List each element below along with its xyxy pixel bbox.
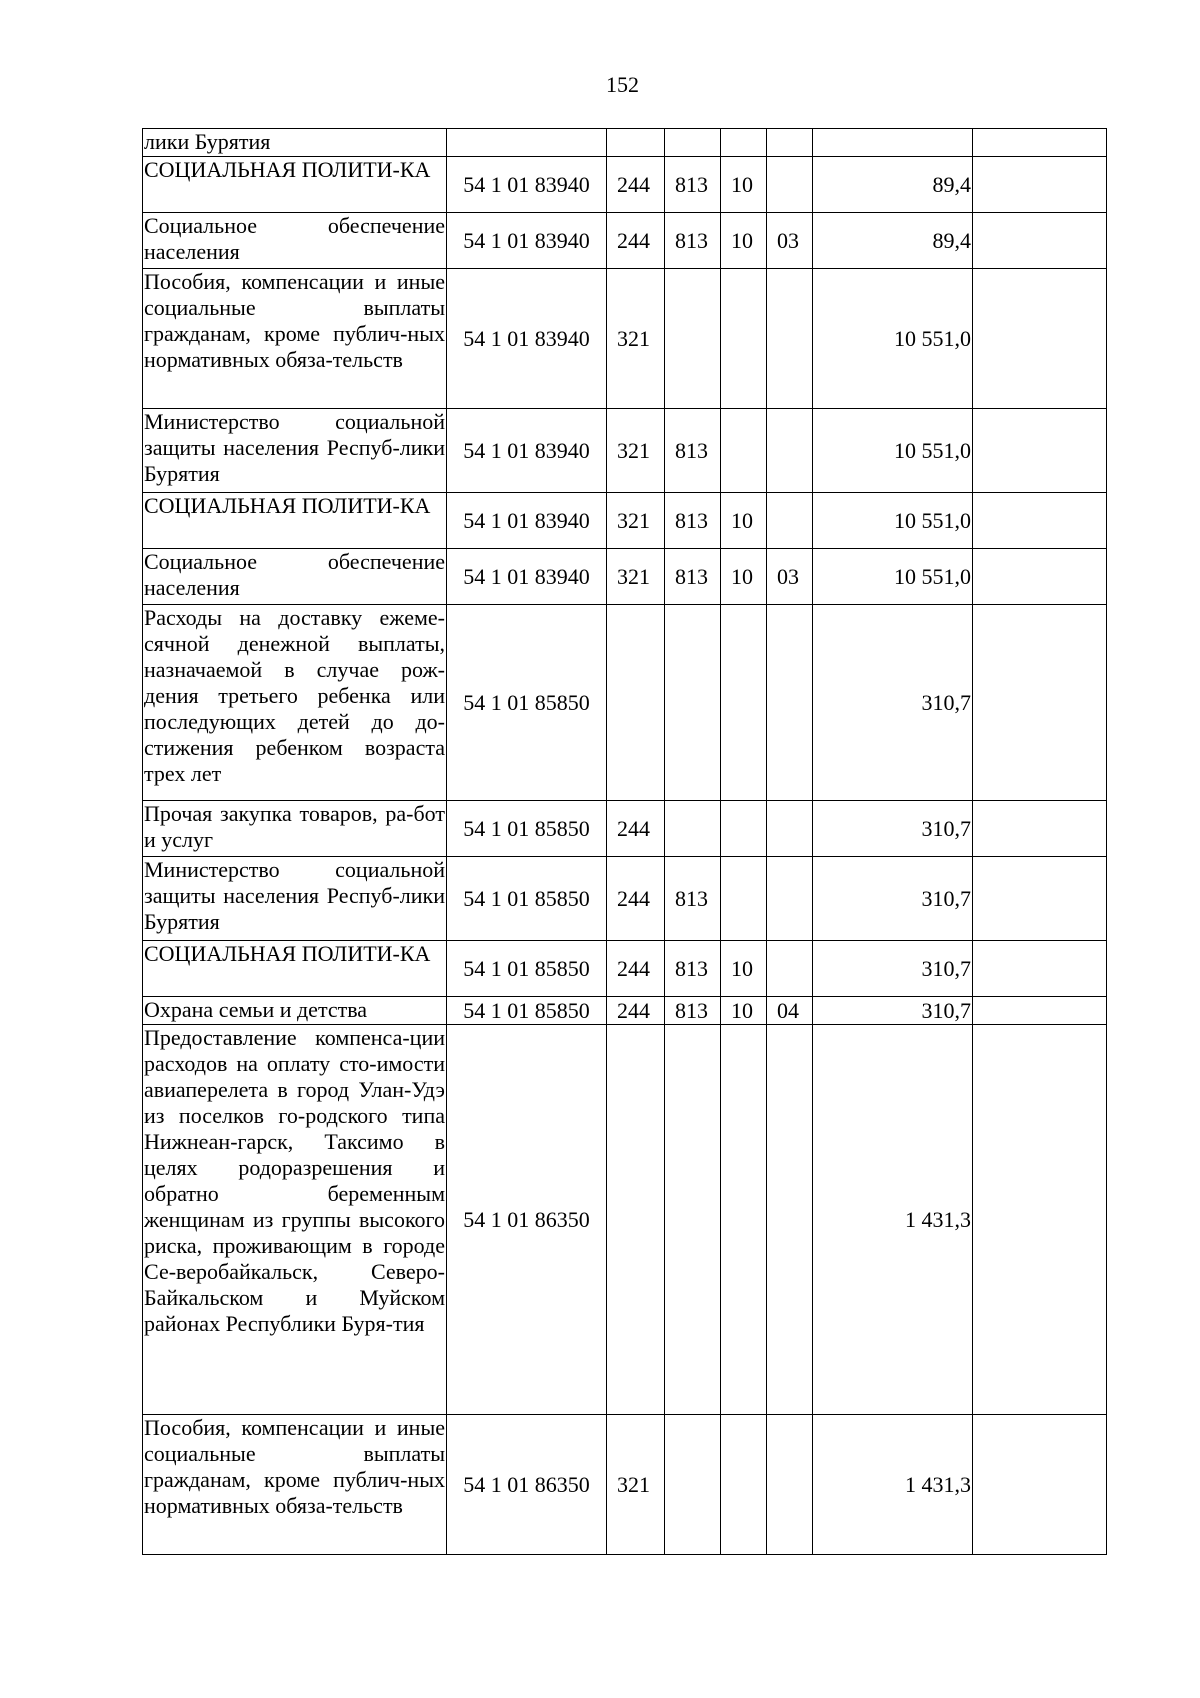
row-expense-type: 244 bbox=[607, 213, 665, 269]
table-row bbox=[143, 1025, 1107, 1415]
row-subsection: 04 bbox=[767, 997, 813, 1025]
row-extra bbox=[973, 213, 1107, 269]
row-target-code: 54 1 01 85850 bbox=[447, 997, 607, 1025]
row-name: Предоставление компенса-ции расходов на оплату сто-имости авиаперелета в город Улан-Удэ из поселков го-родского типа Нижнеан-гарск, Таксимо в целях родоразрешения и обратно беременным женщинам из группы высокого риска, проживающим в городе Се-веробайкальск, Северо-Байкальском и Муйском районах Республики Буря-тия bbox=[143, 1025, 447, 1415]
row-target-code bbox=[447, 129, 607, 157]
row-section bbox=[721, 857, 767, 941]
row-section bbox=[721, 129, 767, 157]
row-name: Расходы на доставку ежеме-сячной денежной выплаты, назначаемой в случае рож-дения третьего ребенка или последующих детей до до-стижения ребенком возраста трех лет bbox=[143, 605, 447, 801]
row-name: Социальное обеспечение населения bbox=[143, 549, 447, 605]
row-extra bbox=[973, 129, 1107, 157]
row-target-code: 54 1 01 85850 bbox=[447, 941, 607, 997]
row-expense-type: 321 bbox=[607, 409, 665, 493]
row-extra bbox=[973, 801, 1107, 857]
row-name: СОЦИАЛЬНАЯ ПОЛИТИ-КА bbox=[143, 157, 447, 213]
row-extra bbox=[973, 409, 1107, 493]
row-expense-type: 321 bbox=[607, 493, 665, 549]
row-expense-type: 321 bbox=[607, 549, 665, 605]
row-extra bbox=[973, 997, 1107, 1025]
row-section: 10 bbox=[721, 213, 767, 269]
table-row bbox=[143, 801, 1107, 857]
row-expense-type: 244 bbox=[607, 997, 665, 1025]
row-target-code: 54 1 01 83940 bbox=[447, 213, 607, 269]
row-extra bbox=[973, 1415, 1107, 1555]
row-expense-type: 321 bbox=[607, 1415, 665, 1555]
row-amount: 10 551,0 bbox=[813, 493, 973, 549]
row-extra bbox=[973, 157, 1107, 213]
row-extra bbox=[973, 857, 1107, 941]
row-amount: 89,4 bbox=[813, 157, 973, 213]
row-department: 813 bbox=[665, 213, 721, 269]
row-department bbox=[665, 129, 721, 157]
row-expense-type: 321 bbox=[607, 269, 665, 409]
row-expense-type: 244 bbox=[607, 157, 665, 213]
row-department: 813 bbox=[665, 493, 721, 549]
table-row bbox=[143, 605, 1107, 801]
row-target-code: 54 1 01 86350 bbox=[447, 1415, 607, 1555]
row-section: 10 bbox=[721, 157, 767, 213]
row-department: 813 bbox=[665, 409, 721, 493]
row-name: Прочая закупка товаров, ра-бот и услуг bbox=[143, 801, 447, 857]
row-section: 10 bbox=[721, 549, 767, 605]
row-department bbox=[665, 801, 721, 857]
row-expense-type: 244 bbox=[607, 941, 665, 997]
row-extra bbox=[973, 549, 1107, 605]
row-name: Министерство социальной защиты населения Респуб-лики Бурятия bbox=[143, 409, 447, 493]
row-subsection bbox=[767, 409, 813, 493]
row-expense-type bbox=[607, 129, 665, 157]
row-subsection bbox=[767, 801, 813, 857]
row-amount: 10 551,0 bbox=[813, 409, 973, 493]
table-row bbox=[143, 493, 1107, 549]
table-row bbox=[143, 941, 1107, 997]
row-amount: 89,4 bbox=[813, 213, 973, 269]
row-department: 813 bbox=[665, 549, 721, 605]
table-row bbox=[143, 1415, 1107, 1555]
row-department: 813 bbox=[665, 997, 721, 1025]
row-target-code: 54 1 01 83940 bbox=[447, 409, 607, 493]
row-subsection bbox=[767, 269, 813, 409]
table-row bbox=[143, 157, 1107, 213]
row-section: 10 bbox=[721, 941, 767, 997]
page-number: 152 bbox=[606, 72, 639, 97]
row-amount: 10 551,0 bbox=[813, 549, 973, 605]
row-name: Министерство социальной защиты населения Респуб-лики Бурятия bbox=[143, 857, 447, 941]
row-amount: 10 551,0 bbox=[813, 269, 973, 409]
row-name: Пособия, компенсации и иные социальные выплаты гражданам, кроме публич-ных нормативных обяза-тельств bbox=[143, 1415, 447, 1555]
row-name: Социальное обеспечение населения bbox=[143, 213, 447, 269]
table-row bbox=[143, 129, 1107, 157]
row-department: 813 bbox=[665, 857, 721, 941]
row-amount: 310,7 bbox=[813, 857, 973, 941]
budget-table bbox=[142, 128, 1107, 1555]
row-target-code: 54 1 01 85850 bbox=[447, 801, 607, 857]
row-name: лики Бурятия bbox=[143, 129, 447, 157]
row-extra bbox=[973, 941, 1107, 997]
row-amount: 310,7 bbox=[813, 997, 973, 1025]
row-department: 813 bbox=[665, 157, 721, 213]
table-row bbox=[143, 549, 1107, 605]
row-target-code: 54 1 01 83940 bbox=[447, 157, 607, 213]
row-extra bbox=[973, 605, 1107, 801]
row-department bbox=[665, 1415, 721, 1555]
row-subsection bbox=[767, 1415, 813, 1555]
row-target-code: 54 1 01 83940 bbox=[447, 493, 607, 549]
row-target-code: 54 1 01 85850 bbox=[447, 605, 607, 801]
row-expense-type bbox=[607, 605, 665, 801]
row-section bbox=[721, 409, 767, 493]
row-expense-type: 244 bbox=[607, 857, 665, 941]
row-extra bbox=[973, 493, 1107, 549]
row-department bbox=[665, 1025, 721, 1415]
row-name: СОЦИАЛЬНАЯ ПОЛИТИ-КА bbox=[143, 941, 447, 997]
row-subsection bbox=[767, 129, 813, 157]
row-expense-type: 244 bbox=[607, 801, 665, 857]
row-section bbox=[721, 1415, 767, 1555]
table-row bbox=[143, 269, 1107, 409]
row-department: 813 bbox=[665, 941, 721, 997]
table-row bbox=[143, 857, 1107, 941]
row-expense-type bbox=[607, 1025, 665, 1415]
row-target-code: 54 1 01 85850 bbox=[447, 857, 607, 941]
row-target-code: 54 1 01 86350 bbox=[447, 1025, 607, 1415]
row-section bbox=[721, 269, 767, 409]
row-amount: 310,7 bbox=[813, 941, 973, 997]
row-amount: 310,7 bbox=[813, 605, 973, 801]
row-amount: 310,7 bbox=[813, 801, 973, 857]
row-subsection: 03 bbox=[767, 213, 813, 269]
table-row bbox=[143, 997, 1107, 1025]
row-amount: 1 431,3 bbox=[813, 1025, 973, 1415]
row-section bbox=[721, 605, 767, 801]
row-subsection bbox=[767, 857, 813, 941]
row-department bbox=[665, 269, 721, 409]
row-amount: 1 431,3 bbox=[813, 1415, 973, 1555]
table-row bbox=[143, 213, 1107, 269]
table-row bbox=[143, 409, 1107, 493]
row-department bbox=[665, 605, 721, 801]
row-subsection: 03 bbox=[767, 549, 813, 605]
row-subsection bbox=[767, 493, 813, 549]
row-subsection bbox=[767, 941, 813, 997]
row-name: Пособия, компенсации и иные социальные выплаты гражданам, кроме публич-ных нормативных обяза-тельств bbox=[143, 269, 447, 409]
row-name: СОЦИАЛЬНАЯ ПОЛИТИ-КА bbox=[143, 493, 447, 549]
row-section bbox=[721, 801, 767, 857]
row-section: 10 bbox=[721, 493, 767, 549]
row-section bbox=[721, 1025, 767, 1415]
row-section: 10 bbox=[721, 997, 767, 1025]
row-extra bbox=[973, 1025, 1107, 1415]
row-subsection bbox=[767, 157, 813, 213]
row-name: Охрана семьи и детства bbox=[143, 997, 447, 1025]
row-target-code: 54 1 01 83940 bbox=[447, 269, 607, 409]
row-subsection bbox=[767, 605, 813, 801]
row-target-code: 54 1 01 83940 bbox=[447, 549, 607, 605]
row-extra bbox=[973, 269, 1107, 409]
row-amount bbox=[813, 129, 973, 157]
row-subsection bbox=[767, 1025, 813, 1415]
